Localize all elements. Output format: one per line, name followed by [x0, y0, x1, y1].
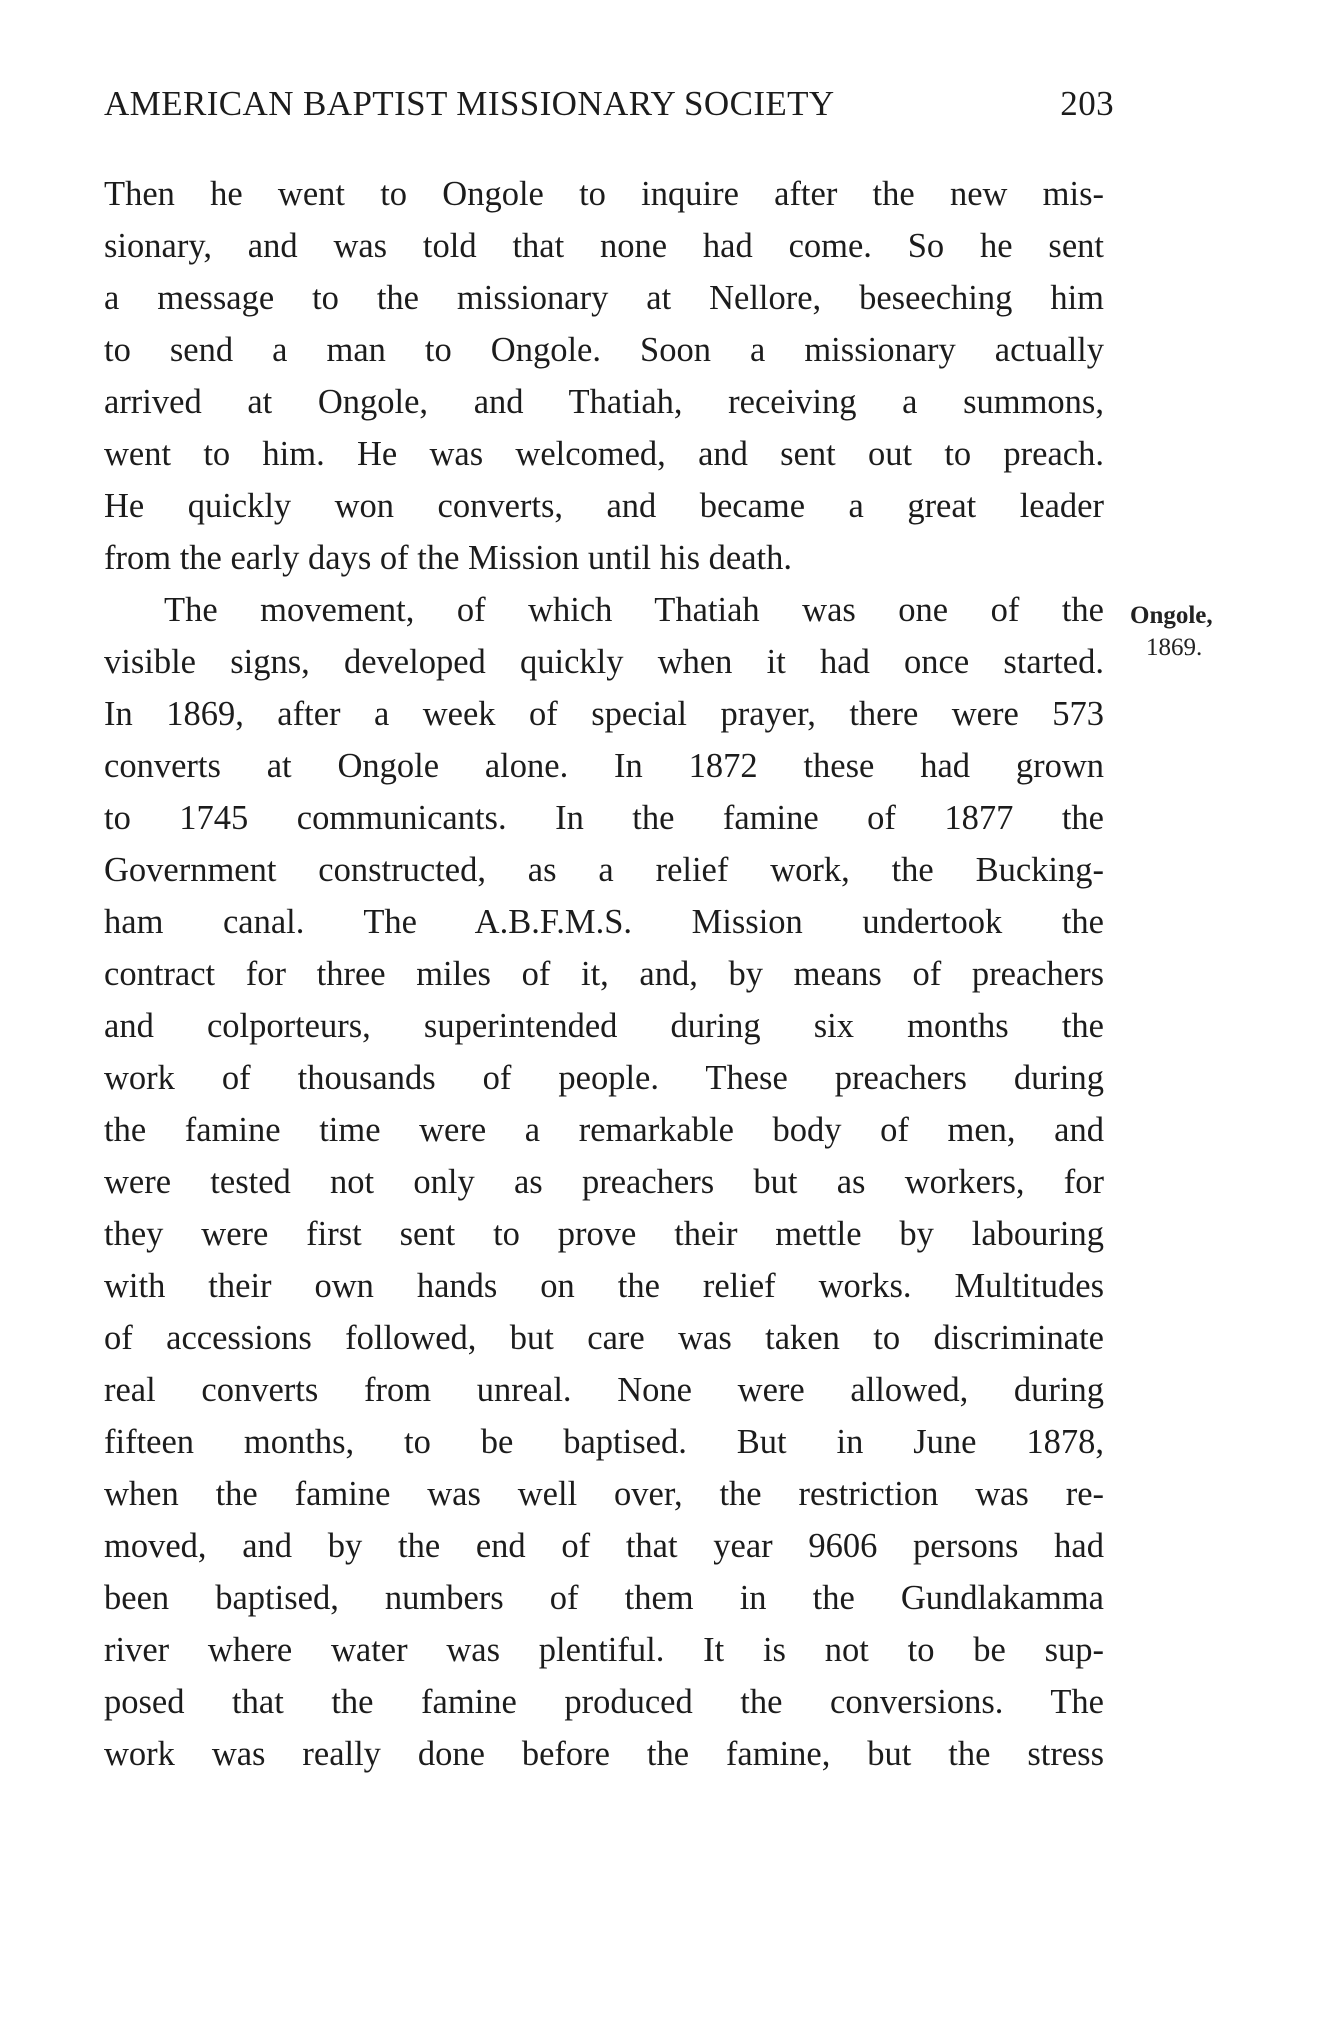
- text-line: work was really done before the famine, but the stress: [104, 1735, 1104, 1773]
- text-line: visible signs, developed quickly when it had once started.: [104, 643, 1104, 681]
- body-text: [104, 168, 1104, 1780]
- text-line: river where water was plentiful. It is not to be sup-: [104, 1631, 1104, 1669]
- text-line: to 1745 communicants. In the famine of 1877 the: [104, 799, 1104, 837]
- text-line: went to him. He was welcomed, and sent out to preach.: [104, 435, 1104, 473]
- text-line: they were first sent to prove their mettle by labouring: [104, 1215, 1104, 1253]
- text-line: to send a man to Ongole. Soon a missionary actually: [104, 331, 1104, 369]
- text-line: converts at Ongole alone. In 1872 these had grown: [104, 747, 1104, 785]
- text-line: contract for three miles of it, and, by means of preachers: [104, 955, 1104, 993]
- text-line: a message to the missionary at Nellore, beseeching him: [104, 279, 1104, 317]
- text-line: the famine time were a remarkable body of men, and: [104, 1111, 1104, 1149]
- paragraph-start-line: The movement, of which Thatiah was one of the: [164, 591, 1104, 629]
- text-line: been baptised, numbers of them in the Gundlakamma: [104, 1579, 1104, 1617]
- text-line: from the early days of the Mission until his death.: [104, 539, 792, 577]
- text-line: moved, and by the end of that year 9606 persons had: [104, 1527, 1104, 1565]
- text-line: He quickly won converts, and became a great leader: [104, 487, 1104, 525]
- text-line: fifteen months, to be baptised. But in June 1878,: [104, 1423, 1104, 1461]
- text-line: posed that the famine produced the conversions. The: [104, 1683, 1104, 1721]
- marginal-note-year: 1869.: [1146, 634, 1203, 661]
- text-line: Then he went to Ongole to inquire after the new mis-: [104, 175, 1104, 213]
- text-line: sionary, and was told that none had come. So he sent: [104, 227, 1104, 265]
- text-line: of accessions followed, but care was taken to discriminate: [104, 1319, 1104, 1357]
- text-line: Government constructed, as a relief work, the Bucking-: [104, 851, 1104, 889]
- text-line: ham canal. The A.B.F.M.S. Mission undertook the: [104, 903, 1104, 941]
- text-line: and colporteurs, superintended during six months the: [104, 1007, 1104, 1045]
- page-number: 203: [1060, 84, 1114, 123]
- text-line: when the famine was well over, the restriction was re-: [104, 1475, 1104, 1513]
- text-line: real converts from unreal. None were allowed, during: [104, 1371, 1104, 1409]
- running-head-title: AMERICAN BAPTIST MISSIONARY SOCIETY: [104, 84, 835, 123]
- text-line: arrived at Ongole, and Thatiah, receiving a summons,: [104, 383, 1104, 421]
- text-line: with their own hands on the relief works. Multitudes: [104, 1267, 1104, 1305]
- running-head: [104, 84, 1114, 134]
- text-line: were tested not only as preachers but as workers, for: [104, 1163, 1104, 1201]
- marginal-note: [1130, 600, 1300, 664]
- text-line: In 1869, after a week of special prayer, there were 573: [104, 695, 1104, 733]
- marginal-note-place: Ongole,: [1130, 602, 1213, 629]
- text-line: work of thousands of people. These preachers during: [104, 1059, 1104, 1097]
